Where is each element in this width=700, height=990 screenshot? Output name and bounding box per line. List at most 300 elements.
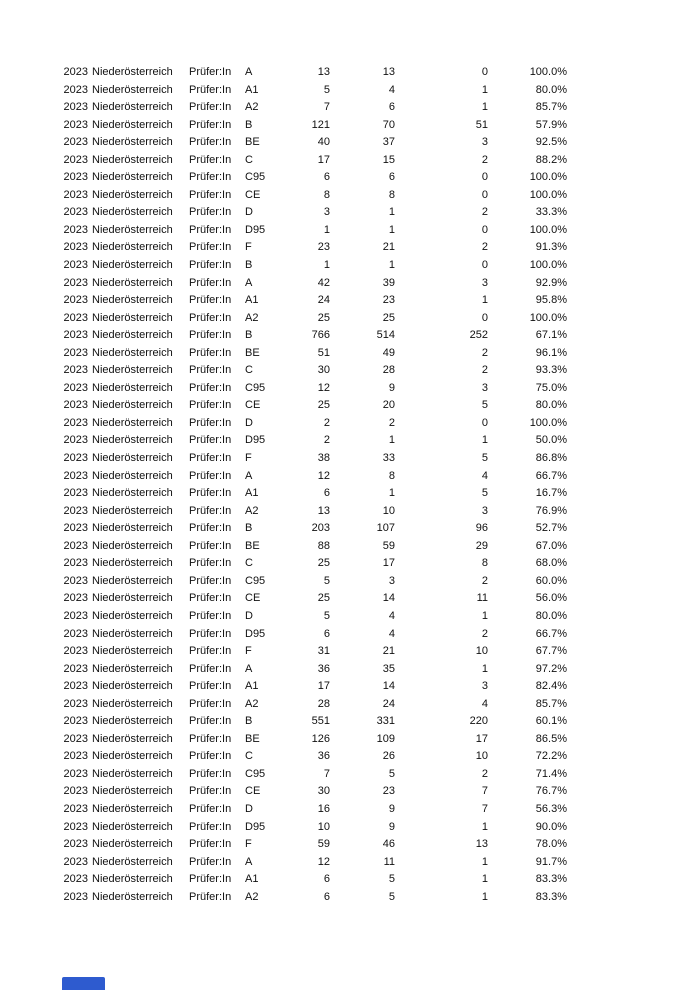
cell-total: 1 [323,223,330,236]
table-row [0,643,700,661]
cell-passed: 1 [388,259,395,272]
cell-region: Niederösterreich [92,890,173,903]
table-row [0,538,700,556]
cell-year: 2023 [63,118,88,131]
cell-region: Niederösterreich [92,487,173,500]
cell-total: 10 [317,820,330,833]
cell-year: 2023 [63,855,88,868]
cell-year: 2023 [63,276,88,289]
cell-failed: 3 [481,504,488,517]
cell-total: 6 [323,873,330,886]
table-row [0,590,700,608]
cell-year: 2023 [63,399,88,412]
cell-examiner-type: Prüfer:In [189,118,232,131]
cell-failed: 1 [481,890,488,903]
cell-licence-class: BE [245,732,260,745]
cell-examiner-type: Prüfer:In [189,311,232,324]
table-row [0,117,700,135]
cell-examiner-type: Prüfer:In [189,767,232,780]
cell-passed: 14 [382,592,395,605]
cell-year: 2023 [63,662,88,675]
table-row [0,362,700,380]
cell-examiner-type: Prüfer:In [189,294,232,307]
cell-pass-rate: 50.0% [535,434,567,447]
table-row [0,626,700,644]
cell-passed: 70 [382,118,395,131]
cell-region: Niederösterreich [92,346,173,359]
cell-region: Niederösterreich [92,416,173,429]
cell-failed: 4 [481,697,488,710]
table-row [0,485,700,503]
cell-total: 13 [317,66,330,78]
table-row [0,503,700,521]
cell-licence-class: F [245,241,252,254]
cell-total: 30 [317,364,330,377]
cell-year: 2023 [63,609,88,622]
table-row [0,608,700,626]
cell-pass-rate: 90.0% [535,820,567,833]
cell-region: Niederösterreich [92,838,173,851]
cell-total: 6 [323,627,330,640]
cell-year: 2023 [63,381,88,394]
table-row [0,836,700,854]
cell-total: 7 [323,101,330,114]
cell-passed: 6 [388,171,395,184]
cell-failed: 0 [481,171,488,184]
cell-passed: 1 [388,223,395,236]
cell-year: 2023 [63,732,88,745]
cell-failed: 2 [481,767,488,780]
cell-licence-class: C [245,750,253,763]
cell-passed: 109 [376,732,395,745]
cell-pass-rate: 76.9% [535,504,567,517]
cell-failed: 1 [481,609,488,622]
cell-licence-class: BE [245,539,260,552]
cell-region: Niederösterreich [92,66,173,78]
cell-failed: 0 [481,259,488,272]
cell-failed: 1 [481,294,488,307]
cell-examiner-type: Prüfer:In [189,539,232,552]
cell-year: 2023 [63,83,88,96]
cell-examiner-type: Prüfer:In [189,241,232,254]
cell-examiner-type: Prüfer:In [189,259,232,272]
cell-failed: 0 [481,416,488,429]
cell-pass-rate: 60.0% [535,574,567,587]
cell-examiner-type: Prüfer:In [189,820,232,833]
cell-region: Niederösterreich [92,223,173,236]
cell-region: Niederösterreich [92,364,173,377]
table-row [0,99,700,117]
cell-pass-rate: 52.7% [535,522,567,535]
cell-failed: 1 [481,820,488,833]
table-row [0,187,700,205]
cell-region: Niederösterreich [92,381,173,394]
cell-licence-class: B [245,118,253,131]
cell-region: Niederösterreich [92,153,173,166]
table-row [0,783,700,801]
cell-pass-rate: 16.7% [535,487,567,500]
cell-region: Niederösterreich [92,329,173,342]
cell-year: 2023 [63,645,88,658]
cell-total: 36 [317,662,330,675]
cell-licence-class: A [245,66,253,78]
cell-passed: 10 [382,504,395,517]
cell-region: Niederösterreich [92,715,173,728]
cell-passed: 5 [388,767,395,780]
table-row [0,169,700,187]
cell-pass-rate: 92.9% [535,276,567,289]
cell-examiner-type: Prüfer:In [189,101,232,114]
table-row [0,889,700,907]
table-row [0,871,700,889]
cell-pass-rate: 100.0% [529,66,567,78]
cell-passed: 33 [382,452,395,465]
cell-pass-rate: 67.0% [535,539,567,552]
cell-region: Niederösterreich [92,311,173,324]
table-row [0,854,700,872]
table-row [0,678,700,696]
cell-examiner-type: Prüfer:In [189,223,232,236]
cell-passed: 14 [382,680,395,693]
cell-passed: 5 [388,890,395,903]
cell-passed: 21 [382,241,395,254]
table-row [0,520,700,538]
cell-pass-rate: 56.3% [535,802,567,815]
cell-total: 28 [317,697,330,710]
cell-licence-class: A [245,662,253,675]
cell-failed: 0 [481,311,488,324]
cell-region: Niederösterreich [92,557,173,570]
cell-passed: 2 [388,416,395,429]
cell-pass-rate: 71.4% [535,767,567,780]
cell-pass-rate: 68.0% [535,557,567,570]
cell-examiner-type: Prüfer:In [189,890,232,903]
cell-region: Niederösterreich [92,241,173,254]
cell-total: 42 [317,276,330,289]
cell-failed: 2 [481,627,488,640]
cell-region: Niederösterreich [92,276,173,289]
cell-licence-class: A2 [245,697,259,710]
cell-failed: 4 [481,469,488,482]
cell-year: 2023 [63,66,88,78]
cell-pass-rate: 100.0% [529,188,567,201]
cell-licence-class: F [245,645,252,658]
cell-pass-rate: 86.5% [535,732,567,745]
cell-examiner-type: Prüfer:In [189,399,232,412]
cell-passed: 23 [382,294,395,307]
cell-region: Niederösterreich [92,504,173,517]
cell-year: 2023 [63,101,88,114]
cell-passed: 8 [388,188,395,201]
cell-pass-rate: 95.8% [535,294,567,307]
cell-passed: 1 [388,434,395,447]
cell-pass-rate: 66.7% [535,469,567,482]
cell-passed: 59 [382,539,395,552]
cell-licence-class: A1 [245,83,259,96]
cell-examiner-type: Prüfer:In [189,802,232,815]
cell-passed: 49 [382,346,395,359]
cell-passed: 20 [382,399,395,412]
cell-examiner-type: Prüfer:In [189,381,232,394]
cell-failed: 11 [476,592,488,605]
cell-examiner-type: Prüfer:In [189,785,232,798]
cell-licence-class: BE [245,136,260,149]
cell-pass-rate: 83.3% [535,873,567,886]
table-row [0,82,700,100]
cell-examiner-type: Prüfer:In [189,592,232,605]
cell-pass-rate: 100.0% [529,416,567,429]
cell-passed: 4 [388,627,395,640]
cell-pass-rate: 57.9% [535,118,567,131]
cell-licence-class: C95 [245,171,266,184]
cell-year: 2023 [63,522,88,535]
cell-pass-rate: 67.7% [535,645,567,658]
cell-failed: 252 [469,329,488,342]
table-row [0,450,700,468]
cell-examiner-type: Prüfer:In [189,188,232,201]
cell-region: Niederösterreich [92,873,173,886]
cell-year: 2023 [63,188,88,201]
cell-failed: 1 [481,83,488,96]
cell-region: Niederösterreich [92,522,173,535]
cell-passed: 26 [382,750,395,763]
cell-year: 2023 [63,434,88,447]
table-row [0,801,700,819]
cell-examiner-type: Prüfer:In [189,627,232,640]
cell-total: 6 [323,171,330,184]
cell-licence-class: A2 [245,101,259,114]
cell-region: Niederösterreich [92,206,173,219]
table-row [0,239,700,257]
cell-examiner-type: Prüfer:In [189,276,232,289]
cell-examiner-type: Prüfer:In [189,732,232,745]
cell-pass-rate: 88.2% [535,153,567,166]
cell-total: 8 [323,188,330,201]
cell-examiner-type: Prüfer:In [189,434,232,447]
table-row [0,397,700,415]
cell-year: 2023 [63,767,88,780]
cell-region: Niederösterreich [92,469,173,482]
cell-licence-class: D [245,206,253,219]
cell-failed: 13 [475,838,488,851]
cell-failed: 5 [481,487,488,500]
cell-licence-class: A2 [245,890,259,903]
cell-failed: 3 [481,276,488,289]
cell-licence-class: D [245,609,253,622]
cell-passed: 9 [388,820,395,833]
cell-pass-rate: 100.0% [529,223,567,236]
cell-failed: 3 [481,136,488,149]
table-row [0,555,700,573]
cell-licence-class: A1 [245,680,259,693]
cell-region: Niederösterreich [92,101,173,114]
cell-total: 25 [317,311,330,324]
cell-licence-class: BE [245,346,260,359]
cell-year: 2023 [63,785,88,798]
cell-year: 2023 [63,346,88,359]
cell-year: 2023 [63,539,88,552]
cell-pass-rate: 100.0% [529,171,567,184]
cell-failed: 5 [481,452,488,465]
cell-total: 59 [317,838,330,851]
cell-region: Niederösterreich [92,697,173,710]
cell-passed: 24 [382,697,395,710]
cell-passed: 25 [382,311,395,324]
cell-pass-rate: 91.7% [535,855,567,868]
cell-licence-class: C95 [245,381,266,394]
cell-total: 5 [323,609,330,622]
cell-failed: 7 [481,802,488,815]
cell-licence-class: B [245,715,253,728]
cell-year: 2023 [63,574,88,587]
cell-region: Niederösterreich [92,434,173,447]
cell-total: 51 [317,346,330,359]
cell-year: 2023 [63,416,88,429]
cell-passed: 6 [388,101,395,114]
cell-year: 2023 [63,820,88,833]
cell-examiner-type: Prüfer:In [189,83,232,96]
table-row [0,204,700,222]
cell-examiner-type: Prüfer:In [189,609,232,622]
cell-total: 3 [323,206,330,219]
cell-year: 2023 [63,241,88,254]
cell-failed: 2 [481,364,488,377]
cell-passed: 13 [382,66,395,78]
partial-blue-element[interactable] [62,977,105,990]
cell-total: 5 [323,83,330,96]
cell-total: 2 [323,416,330,429]
cell-pass-rate: 78.0% [535,838,567,851]
cell-region: Niederösterreich [92,785,173,798]
cell-licence-class: A1 [245,487,259,500]
table-row [0,134,700,152]
cell-total: 203 [311,522,330,535]
table-row [0,713,700,731]
cell-pass-rate: 75.0% [535,381,567,394]
cell-licence-class: C [245,153,253,166]
cell-total: 38 [317,452,330,465]
cell-pass-rate: 67.1% [535,329,567,342]
cell-region: Niederösterreich [92,83,173,96]
cell-total: 766 [311,329,330,342]
table-row [0,380,700,398]
cell-licence-class: CE [245,399,261,412]
cell-failed: 1 [481,662,488,675]
cell-year: 2023 [63,838,88,851]
cell-total: 25 [317,592,330,605]
cell-region: Niederösterreich [92,820,173,833]
cell-failed: 0 [481,188,488,201]
cell-failed: 2 [481,241,488,254]
cell-year: 2023 [63,206,88,219]
cell-passed: 107 [376,522,395,535]
cell-pass-rate: 93.3% [535,364,567,377]
cell-licence-class: F [245,838,252,851]
cell-year: 2023 [63,557,88,570]
cell-examiner-type: Prüfer:In [189,416,232,429]
cell-passed: 8 [388,469,395,482]
cell-total: 12 [317,469,330,482]
cell-passed: 39 [382,276,395,289]
cell-failed: 0 [481,223,488,236]
cell-failed: 0 [481,66,488,78]
cell-pass-rate: 82.4% [535,680,567,693]
cell-region: Niederösterreich [92,680,173,693]
cell-failed: 2 [481,346,488,359]
cell-pass-rate: 91.3% [535,241,567,254]
cell-examiner-type: Prüfer:In [189,750,232,763]
table-row [0,275,700,293]
cell-failed: 1 [481,101,488,114]
cell-passed: 35 [382,662,395,675]
cell-passed: 9 [388,381,395,394]
cell-licence-class: C95 [245,767,266,780]
cell-total: 551 [311,715,330,728]
cell-region: Niederösterreich [92,750,173,763]
cell-year: 2023 [63,592,88,605]
cell-passed: 46 [382,838,395,851]
cell-examiner-type: Prüfer:In [189,855,232,868]
cell-passed: 3 [388,574,395,587]
cell-total: 23 [317,241,330,254]
cell-failed: 51 [475,118,488,131]
cell-licence-class: CE [245,785,261,798]
cell-examiner-type: Prüfer:In [189,346,232,359]
cell-pass-rate: 33.3% [535,206,567,219]
cell-passed: 37 [382,136,395,149]
cell-passed: 23 [382,785,395,798]
cell-licence-class: A2 [245,504,259,517]
cell-total: 7 [323,767,330,780]
cell-year: 2023 [63,171,88,184]
cell-passed: 1 [388,487,395,500]
cell-pass-rate: 85.7% [535,101,567,114]
cell-examiner-type: Prüfer:In [189,522,232,535]
cell-region: Niederösterreich [92,627,173,640]
cell-examiner-type: Prüfer:In [189,645,232,658]
table-row [0,415,700,433]
cell-region: Niederösterreich [92,118,173,131]
cell-region: Niederösterreich [92,645,173,658]
cell-region: Niederösterreich [92,539,173,552]
cell-region: Niederösterreich [92,592,173,605]
cell-examiner-type: Prüfer:In [189,557,232,570]
cell-failed: 1 [481,855,488,868]
cell-examiner-type: Prüfer:In [189,452,232,465]
cell-licence-class: D95 [245,627,266,640]
cell-passed: 331 [376,715,395,728]
cell-failed: 1 [481,873,488,886]
cell-total: 88 [317,539,330,552]
cell-examiner-type: Prüfer:In [189,66,232,78]
table-row [0,152,700,170]
table-row [0,661,700,679]
cell-examiner-type: Prüfer:In [189,171,232,184]
cell-passed: 9 [388,802,395,815]
cell-passed: 4 [388,609,395,622]
cell-failed: 7 [481,785,488,798]
cell-pass-rate: 80.0% [535,399,567,412]
cell-failed: 29 [475,539,488,552]
cell-passed: 4 [388,83,395,96]
cell-failed: 2 [481,574,488,587]
cell-failed: 2 [481,206,488,219]
cell-licence-class: A2 [245,311,259,324]
cell-year: 2023 [63,259,88,272]
cell-examiner-type: Prüfer:In [189,715,232,728]
cell-licence-class: D95 [245,434,266,447]
cell-examiner-type: Prüfer:In [189,487,232,500]
